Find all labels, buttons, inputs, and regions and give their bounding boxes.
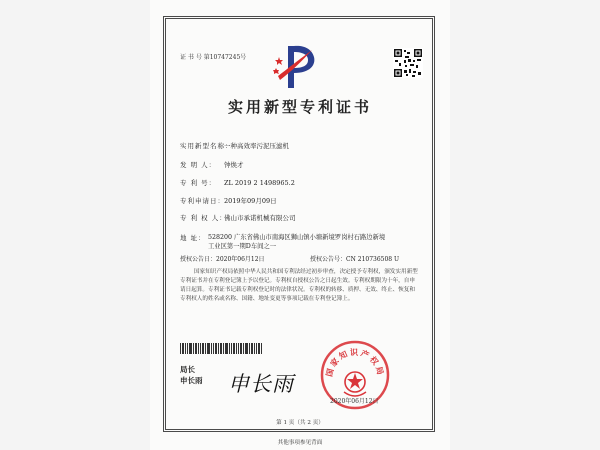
director-block	[180, 364, 203, 386]
certificate-body-text: 国家知识产权局依照中华人民共和国专利法经过初步审查，决定授予专利权，颁发实用新型专利证书并在专利登记簿上予以登记。专利权自授权公告之日起生效。专利权期限为十年，自申请日起算。专利证书记载专利权登记时的法律状况。专利权的转移、质押、无效、终止、恢复和专利权人的姓名或名称、国籍、地址变更等事项记载在专利登记簿上。	[180, 269, 418, 302]
field-row-filing-date	[180, 196, 277, 205]
seal-text: 国家知识产权局	[323, 347, 387, 378]
seal-date: 2020年06月12日	[330, 398, 379, 405]
field-row-name	[180, 141, 289, 150]
barcode-icon	[180, 343, 280, 354]
certificate-title: 实用新型专利证书	[227, 98, 372, 116]
director-title: 局长	[180, 365, 195, 374]
certificate-number: 证 书 号 第10747245号	[180, 54, 247, 61]
field-row-patent-number	[180, 178, 295, 187]
field-value: 佛山市承诺机械有限公司	[224, 214, 296, 222]
field-label: 专 利 号：	[180, 179, 217, 187]
qr-code-icon	[393, 48, 423, 78]
grant-number: 授权公告号：CN 210736508 U	[310, 256, 400, 263]
field-row-patentee	[180, 213, 296, 222]
field-label: 实用新型名称：	[180, 142, 233, 150]
director-name: 申长雨	[180, 376, 203, 385]
field-value: ZL 2019 2 1498965.2	[224, 179, 295, 187]
grant-date: 授权公告日：2020年06月12日	[180, 256, 265, 263]
page-number: 第 1 页（共 2 页）	[276, 420, 324, 426]
address-text: 528200 广东省佛山市南海区狮山镇小塘新境罗岗村石路边新境工业区第一期D车间之一	[208, 234, 386, 250]
field-value: 钟焕才	[224, 161, 244, 169]
field-label: 专利申请日：	[180, 197, 225, 205]
director-signature: 申长雨	[228, 372, 294, 396]
field-label: 发 明 人：	[180, 161, 217, 169]
footer-note: 其他事项参见背面	[277, 440, 323, 446]
field-label: 地 址：	[180, 234, 206, 242]
field-value: 2019年09月09日	[224, 197, 277, 205]
field-row-inventor	[180, 160, 244, 169]
field-value: 一种高效率污泥压滤机	[224, 142, 289, 150]
cnipa-logo-icon	[270, 40, 318, 94]
field-label: 专 利 权 人：	[180, 214, 227, 222]
